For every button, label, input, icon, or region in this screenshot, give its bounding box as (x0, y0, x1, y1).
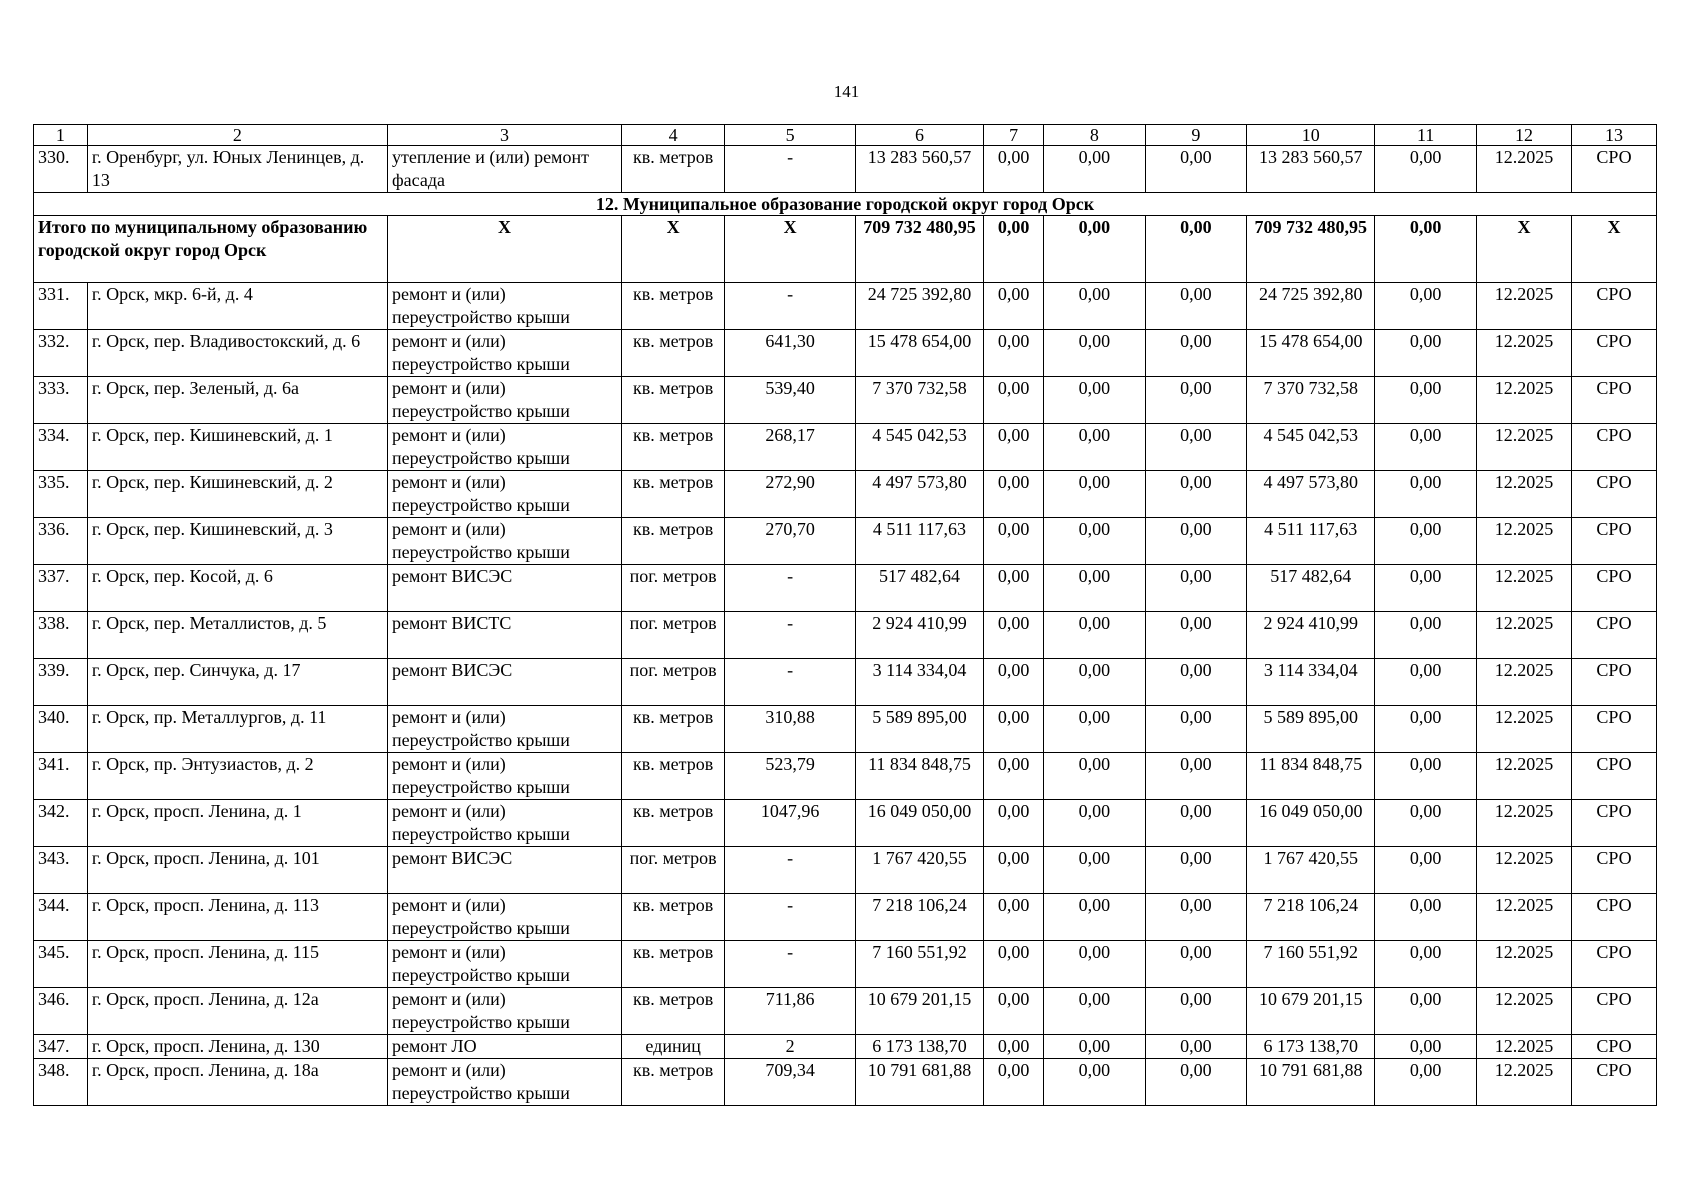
x-mark: X (1476, 216, 1571, 283)
cost-fund-cell: 6 173 138,70 (1247, 1035, 1375, 1059)
contractor-cell: СРО (1572, 330, 1657, 377)
quantity-cell: 310,88 (725, 706, 855, 753)
quantity-cell: 270,70 (725, 518, 855, 565)
page-number: 141 (833, 82, 860, 101)
value-cell: 0,00 (984, 377, 1044, 424)
value-cell: 0,00 (1044, 800, 1145, 847)
value-cell: 0,00 (984, 800, 1044, 847)
value-cell: 0,00 (1044, 941, 1145, 988)
value-cell: 0,00 (1044, 424, 1145, 471)
value-cell: 0,00 (984, 706, 1044, 753)
total-fund-cell: 709 732 480,95 (1247, 216, 1375, 283)
column-header: 5 (725, 125, 855, 146)
quantity-cell: - (725, 659, 855, 706)
work-type-cell: ремонт ВИСЭС (387, 847, 621, 894)
value-cell: 0,00 (1375, 565, 1476, 612)
row-number: 345. (34, 941, 88, 988)
work-type-cell: ремонт и (или) переустройство крыши (387, 1059, 621, 1106)
value-cell: 0,00 (1375, 753, 1476, 800)
cost-total-cell: 15 478 654,00 (855, 330, 983, 377)
contractor-cell: СРО (1572, 377, 1657, 424)
cost-fund-cell: 4 497 573,80 (1247, 471, 1375, 518)
value-cell: 0,00 (1145, 941, 1246, 988)
column-header: 13 (1572, 125, 1657, 146)
value-cell: 0,00 (984, 753, 1044, 800)
table-row (34, 753, 1657, 800)
value-cell: 0,00 (1044, 283, 1145, 330)
value-cell: 0,00 (1145, 424, 1246, 471)
contractor-cell: СРО (1572, 941, 1657, 988)
value-cell: 0,00 (1375, 330, 1476, 377)
work-type-cell: ремонт и (или) переустройство крыши (387, 283, 621, 330)
cost-fund-cell: 7 160 551,92 (1247, 941, 1375, 988)
value-cell: 0,00 (984, 1059, 1044, 1106)
contractor-cell: СРО (1572, 659, 1657, 706)
cost-total-cell: 10 679 201,15 (855, 988, 983, 1035)
value-cell: 0,00 (1145, 146, 1246, 193)
contractor-cell: СРО (1572, 988, 1657, 1035)
quantity-cell: - (725, 612, 855, 659)
deadline-cell: 12.2025 (1476, 1059, 1571, 1106)
value-cell: 0,00 (1044, 706, 1145, 753)
value-cell: 0,00 (1044, 565, 1145, 612)
value-cell: 0,00 (984, 283, 1044, 330)
unit-cell: кв. метров (621, 1059, 725, 1106)
address-cell: г. Орск, пер. Металлистов, д. 5 (87, 612, 387, 659)
row-number: 332. (34, 330, 88, 377)
cost-total-cell: 10 791 681,88 (855, 1059, 983, 1106)
quantity-cell: - (725, 941, 855, 988)
column-header: 10 (1247, 125, 1375, 146)
cost-total-cell: 7 370 732,58 (855, 377, 983, 424)
value-cell: 0,00 (1145, 471, 1246, 518)
cost-fund-cell: 5 589 895,00 (1247, 706, 1375, 753)
table-row (34, 565, 1657, 612)
row-number: 336. (34, 518, 88, 565)
contractor-cell: СРО (1572, 471, 1657, 518)
column-header: 12 (1476, 125, 1571, 146)
column-header: 6 (855, 125, 983, 146)
column-number-header-row (34, 125, 1657, 146)
contractor-cell: СРО (1572, 847, 1657, 894)
address-cell: г. Орск, пр. Энтузиастов, д. 2 (87, 753, 387, 800)
table-row (34, 377, 1657, 424)
quantity-cell: - (725, 894, 855, 941)
row-number: 342. (34, 800, 88, 847)
value-cell: 0,00 (1044, 377, 1145, 424)
value-cell: 0,00 (1044, 146, 1145, 193)
address-cell: г. Орск, пр. Металлургов, д. 11 (87, 706, 387, 753)
row-number: 331. (34, 283, 88, 330)
deadline-cell: 12.2025 (1476, 706, 1571, 753)
work-type-cell: ремонт и (или) переустройство крыши (387, 706, 621, 753)
value-cell: 0,00 (1044, 1059, 1145, 1106)
contractor-cell: СРО (1572, 518, 1657, 565)
deadline-cell: 12.2025 (1476, 518, 1571, 565)
value-cell: 0,00 (984, 659, 1044, 706)
table-row (34, 1035, 1657, 1059)
value-cell: 0,00 (1145, 894, 1246, 941)
unit-cell: кв. метров (621, 283, 725, 330)
row-number: 333. (34, 377, 88, 424)
address-cell: г. Орск, пер. Кишиневский, д. 2 (87, 471, 387, 518)
address-cell: г. Орск, просп. Ленина, д. 12а (87, 988, 387, 1035)
column-header: 2 (87, 125, 387, 146)
value-cell: 0,00 (1375, 146, 1476, 193)
value-cell: 0,00 (984, 988, 1044, 1035)
total-label: Итого по муниципальному образованию городской округ город Орск (34, 216, 388, 283)
table-row (34, 706, 1657, 753)
cost-fund-cell: 4 511 117,63 (1247, 518, 1375, 565)
value-cell: 0,00 (1145, 988, 1246, 1035)
cost-total-cell: 6 173 138,70 (855, 1035, 983, 1059)
work-type-cell: ремонт и (или) переустройство крыши (387, 753, 621, 800)
row-number: 347. (34, 1035, 88, 1059)
value-cell: 0,00 (1044, 216, 1145, 283)
value-cell: 0,00 (984, 146, 1044, 193)
table-row (34, 471, 1657, 518)
address-cell: г. Орск, пер. Владивостокский, д. 6 (87, 330, 387, 377)
unit-cell: кв. метров (621, 424, 725, 471)
deadline-cell: 12.2025 (1476, 847, 1571, 894)
unit-cell: пог. метров (621, 612, 725, 659)
cost-total-cell: 2 924 410,99 (855, 612, 983, 659)
work-type-cell: ремонт ЛО (387, 1035, 621, 1059)
unit-cell: кв. метров (621, 471, 725, 518)
row-number: 346. (34, 988, 88, 1035)
value-cell: 0,00 (1375, 1059, 1476, 1106)
value-cell: 0,00 (1044, 471, 1145, 518)
x-mark: X (387, 216, 621, 283)
contractor-cell: СРО (1572, 894, 1657, 941)
value-cell: 0,00 (1145, 518, 1246, 565)
contractor-cell: СРО (1572, 146, 1657, 193)
deadline-cell: 12.2025 (1476, 283, 1571, 330)
address-cell: г. Орск, пер. Косой, д. 6 (87, 565, 387, 612)
column-header: 11 (1375, 125, 1476, 146)
address-cell: г. Орск, пер. Синчука, д. 17 (87, 659, 387, 706)
value-cell: 0,00 (984, 216, 1044, 283)
capital-repair-table (33, 124, 1657, 1106)
unit-cell: кв. метров (621, 988, 725, 1035)
address-cell: г. Орск, пер. Кишиневский, д. 1 (87, 424, 387, 471)
contractor-cell: СРО (1572, 283, 1657, 330)
unit-cell: пог. метров (621, 565, 725, 612)
deadline-cell: 12.2025 (1476, 565, 1571, 612)
contractor-cell: СРО (1572, 565, 1657, 612)
work-type-cell: ремонт и (или) переустройство крыши (387, 424, 621, 471)
section-title: 12. Муниципальное образование городской округ город Орск (34, 193, 1657, 216)
work-type-cell: ремонт ВИСТС (387, 612, 621, 659)
address-cell: г. Орск, просп. Ленина, д. 113 (87, 894, 387, 941)
quantity-cell: 711,86 (725, 988, 855, 1035)
address-cell: г. Орск, просп. Ленина, д. 1 (87, 800, 387, 847)
contractor-cell: СРО (1572, 1059, 1657, 1106)
cost-total-cell: 11 834 848,75 (855, 753, 983, 800)
contractor-cell: СРО (1572, 753, 1657, 800)
cost-fund-cell: 517 482,64 (1247, 565, 1375, 612)
value-cell: 0,00 (1145, 377, 1246, 424)
table-row (34, 894, 1657, 941)
value-cell: 0,00 (1375, 941, 1476, 988)
unit-cell: кв. метров (621, 753, 725, 800)
contractor-cell: СРО (1572, 424, 1657, 471)
table-row (34, 800, 1657, 847)
deadline-cell: 12.2025 (1476, 377, 1571, 424)
cost-fund-cell: 7 370 732,58 (1247, 377, 1375, 424)
unit-cell: пог. метров (621, 847, 725, 894)
value-cell: 0,00 (984, 518, 1044, 565)
section-header-row (34, 193, 1657, 216)
quantity-cell: 523,79 (725, 753, 855, 800)
contractor-cell: СРО (1572, 800, 1657, 847)
value-cell: 0,00 (984, 894, 1044, 941)
work-type-cell: ремонт и (или) переустройство крыши (387, 941, 621, 988)
value-cell: 0,00 (1145, 330, 1246, 377)
x-mark: X (621, 216, 725, 283)
unit-cell: кв. метров (621, 800, 725, 847)
deadline-cell: 12.2025 (1476, 424, 1571, 471)
quantity-cell: - (725, 283, 855, 330)
table-row (34, 847, 1657, 894)
cost-fund-cell: 1 767 420,55 (1247, 847, 1375, 894)
cost-total-cell: 4 511 117,63 (855, 518, 983, 565)
value-cell: 0,00 (1145, 847, 1246, 894)
deadline-cell: 12.2025 (1476, 941, 1571, 988)
address-cell: г. Орск, пер. Зеленый, д. 6а (87, 377, 387, 424)
value-cell: 0,00 (1375, 518, 1476, 565)
value-cell: 0,00 (1044, 988, 1145, 1035)
value-cell: 0,00 (984, 471, 1044, 518)
row-number: 341. (34, 753, 88, 800)
table-row (34, 1059, 1657, 1106)
deadline-cell: 12.2025 (1476, 753, 1571, 800)
cost-fund-cell: 24 725 392,80 (1247, 283, 1375, 330)
cost-total-cell: 1 767 420,55 (855, 847, 983, 894)
table-row (34, 941, 1657, 988)
cost-total-cell: 4 545 042,53 (855, 424, 983, 471)
cost-fund-cell: 3 114 334,04 (1247, 659, 1375, 706)
row-number: 330. (34, 146, 88, 193)
total-cost-cell: 709 732 480,95 (855, 216, 983, 283)
quantity-cell: - (725, 565, 855, 612)
table-row (34, 518, 1657, 565)
cost-fund-cell: 11 834 848,75 (1247, 753, 1375, 800)
value-cell: 0,00 (1145, 283, 1246, 330)
table-row (34, 988, 1657, 1035)
cost-total-cell: 7 160 551,92 (855, 941, 983, 988)
value-cell: 0,00 (984, 565, 1044, 612)
value-cell: 0,00 (1145, 659, 1246, 706)
unit-cell: пог. метров (621, 659, 725, 706)
row-number: 335. (34, 471, 88, 518)
value-cell: 0,00 (1145, 1059, 1246, 1106)
deadline-cell: 12.2025 (1476, 612, 1571, 659)
value-cell: 0,00 (1044, 1035, 1145, 1059)
quantity-cell: 272,90 (725, 471, 855, 518)
row-number: 334. (34, 424, 88, 471)
value-cell: 0,00 (984, 941, 1044, 988)
unit-cell: единиц (621, 1035, 725, 1059)
cost-fund-cell: 7 218 106,24 (1247, 894, 1375, 941)
deadline-cell: 12.2025 (1476, 894, 1571, 941)
unit-cell: кв. метров (621, 146, 725, 193)
value-cell: 0,00 (1044, 659, 1145, 706)
address-cell: г. Орск, просп. Ленина, д. 130 (87, 1035, 387, 1059)
address-cell: г. Орск, просп. Ленина, д. 115 (87, 941, 387, 988)
value-cell: 0,00 (1375, 800, 1476, 847)
quantity-cell: 539,40 (725, 377, 855, 424)
value-cell: 0,00 (1375, 659, 1476, 706)
quantity-cell: 1047,96 (725, 800, 855, 847)
quantity-cell: - (725, 847, 855, 894)
address-cell: г. Орск, просп. Ленина, д. 101 (87, 847, 387, 894)
cost-fund-cell: 10 791 681,88 (1247, 1059, 1375, 1106)
deadline-cell: 12.2025 (1476, 800, 1571, 847)
quantity-cell: 268,17 (725, 424, 855, 471)
value-cell: 0,00 (1145, 800, 1246, 847)
value-cell: 0,00 (1375, 612, 1476, 659)
address-cell: г. Орск, пер. Кишиневский, д. 3 (87, 518, 387, 565)
quantity-cell: 641,30 (725, 330, 855, 377)
value-cell: 0,00 (1375, 471, 1476, 518)
value-cell: 0,00 (1044, 894, 1145, 941)
deadline-cell: 12.2025 (1476, 1035, 1571, 1059)
row-number: 348. (34, 1059, 88, 1106)
cost-fund-cell: 4 545 042,53 (1247, 424, 1375, 471)
row-number: 339. (34, 659, 88, 706)
row-number: 337. (34, 565, 88, 612)
unit-cell: кв. метров (621, 330, 725, 377)
value-cell: 0,00 (1375, 216, 1476, 283)
value-cell: 0,00 (1044, 330, 1145, 377)
work-type-cell: ремонт и (или) переустройство крыши (387, 377, 621, 424)
deadline-cell: 12.2025 (1476, 330, 1571, 377)
cost-fund-cell: 16 049 050,00 (1247, 800, 1375, 847)
value-cell: 0,00 (984, 1035, 1044, 1059)
value-cell: 0,00 (1044, 753, 1145, 800)
address-cell: г. Орск, просп. Ленина, д. 18а (87, 1059, 387, 1106)
contractor-cell: СРО (1572, 612, 1657, 659)
value-cell: 0,00 (984, 330, 1044, 377)
work-type-cell: ремонт и (или) переустройство крыши (387, 330, 621, 377)
work-type-cell: ремонт и (или) переустройство крыши (387, 894, 621, 941)
work-type-cell: утепление и (или) ремонт фасада (387, 146, 621, 193)
value-cell: 0,00 (1375, 894, 1476, 941)
quantity-cell: 709,34 (725, 1059, 855, 1106)
value-cell: 0,00 (1145, 753, 1246, 800)
quantity-cell: 2 (725, 1035, 855, 1059)
row-number: 343. (34, 847, 88, 894)
value-cell: 0,00 (1044, 847, 1145, 894)
row-number: 340. (34, 706, 88, 753)
column-header: 8 (1044, 125, 1145, 146)
cost-fund-cell: 10 679 201,15 (1247, 988, 1375, 1035)
cost-total-cell: 13 283 560,57 (855, 146, 983, 193)
cost-fund-cell: 2 924 410,99 (1247, 612, 1375, 659)
deadline-cell: 12.2025 (1476, 659, 1571, 706)
value-cell: 0,00 (1375, 847, 1476, 894)
x-mark: X (725, 216, 855, 283)
column-header: 9 (1145, 125, 1246, 146)
work-type-cell: ремонт ВИСЭС (387, 659, 621, 706)
table-row (34, 424, 1657, 471)
address-cell: г. Оренбург, ул. Юных Ленинцев, д. 13 (87, 146, 387, 193)
deadline-cell: 12.2025 (1476, 988, 1571, 1035)
value-cell: 0,00 (1145, 1035, 1246, 1059)
work-type-cell: ремонт и (или) переустройство крыши (387, 518, 621, 565)
row-number: 338. (34, 612, 88, 659)
value-cell: 0,00 (1375, 706, 1476, 753)
work-type-cell: ремонт и (или) переустройство крыши (387, 800, 621, 847)
value-cell: 0,00 (1145, 706, 1246, 753)
table-row (34, 612, 1657, 659)
value-cell: 0,00 (1375, 424, 1476, 471)
value-cell: 0,00 (984, 847, 1044, 894)
work-type-cell: ремонт и (или) переустройство крыши (387, 988, 621, 1035)
unit-cell: кв. метров (621, 894, 725, 941)
column-header: 4 (621, 125, 725, 146)
value-cell: 0,00 (1145, 612, 1246, 659)
column-header: 1 (34, 125, 88, 146)
column-header: 3 (387, 125, 621, 146)
cost-total-cell: 24 725 392,80 (855, 283, 983, 330)
table-row (34, 330, 1657, 377)
table-row (34, 283, 1657, 330)
x-mark: X (1572, 216, 1657, 283)
value-cell: 0,00 (1375, 283, 1476, 330)
value-cell: 0,00 (1375, 988, 1476, 1035)
unit-cell: кв. метров (621, 706, 725, 753)
column-header: 7 (984, 125, 1044, 146)
cost-total-cell: 3 114 334,04 (855, 659, 983, 706)
contractor-cell: СРО (1572, 706, 1657, 753)
table-row (34, 659, 1657, 706)
table-row (34, 146, 1657, 193)
cost-fund-cell: 15 478 654,00 (1247, 330, 1375, 377)
unit-cell: кв. метров (621, 518, 725, 565)
work-type-cell: ремонт ВИСЭС (387, 565, 621, 612)
deadline-cell: 12.2025 (1476, 146, 1571, 193)
cost-total-cell: 16 049 050,00 (855, 800, 983, 847)
value-cell: 0,00 (984, 612, 1044, 659)
cost-total-cell: 7 218 106,24 (855, 894, 983, 941)
quantity-cell: - (725, 146, 855, 193)
value-cell: 0,00 (984, 424, 1044, 471)
cost-total-cell: 4 497 573,80 (855, 471, 983, 518)
value-cell: 0,00 (1375, 377, 1476, 424)
value-cell: 0,00 (1145, 216, 1246, 283)
deadline-cell: 12.2025 (1476, 471, 1571, 518)
cost-fund-cell: 13 283 560,57 (1247, 146, 1375, 193)
work-type-cell: ремонт и (или) переустройство крыши (387, 471, 621, 518)
value-cell: 0,00 (1375, 1035, 1476, 1059)
cost-total-cell: 517 482,64 (855, 565, 983, 612)
value-cell: 0,00 (1044, 612, 1145, 659)
value-cell: 0,00 (1044, 518, 1145, 565)
total-row (34, 216, 1657, 283)
address-cell: г. Орск, мкр. 6-й, д. 4 (87, 283, 387, 330)
unit-cell: кв. метров (621, 377, 725, 424)
cost-total-cell: 5 589 895,00 (855, 706, 983, 753)
row-number: 344. (34, 894, 88, 941)
unit-cell: кв. метров (621, 941, 725, 988)
value-cell: 0,00 (1145, 565, 1246, 612)
contractor-cell: СРО (1572, 1035, 1657, 1059)
